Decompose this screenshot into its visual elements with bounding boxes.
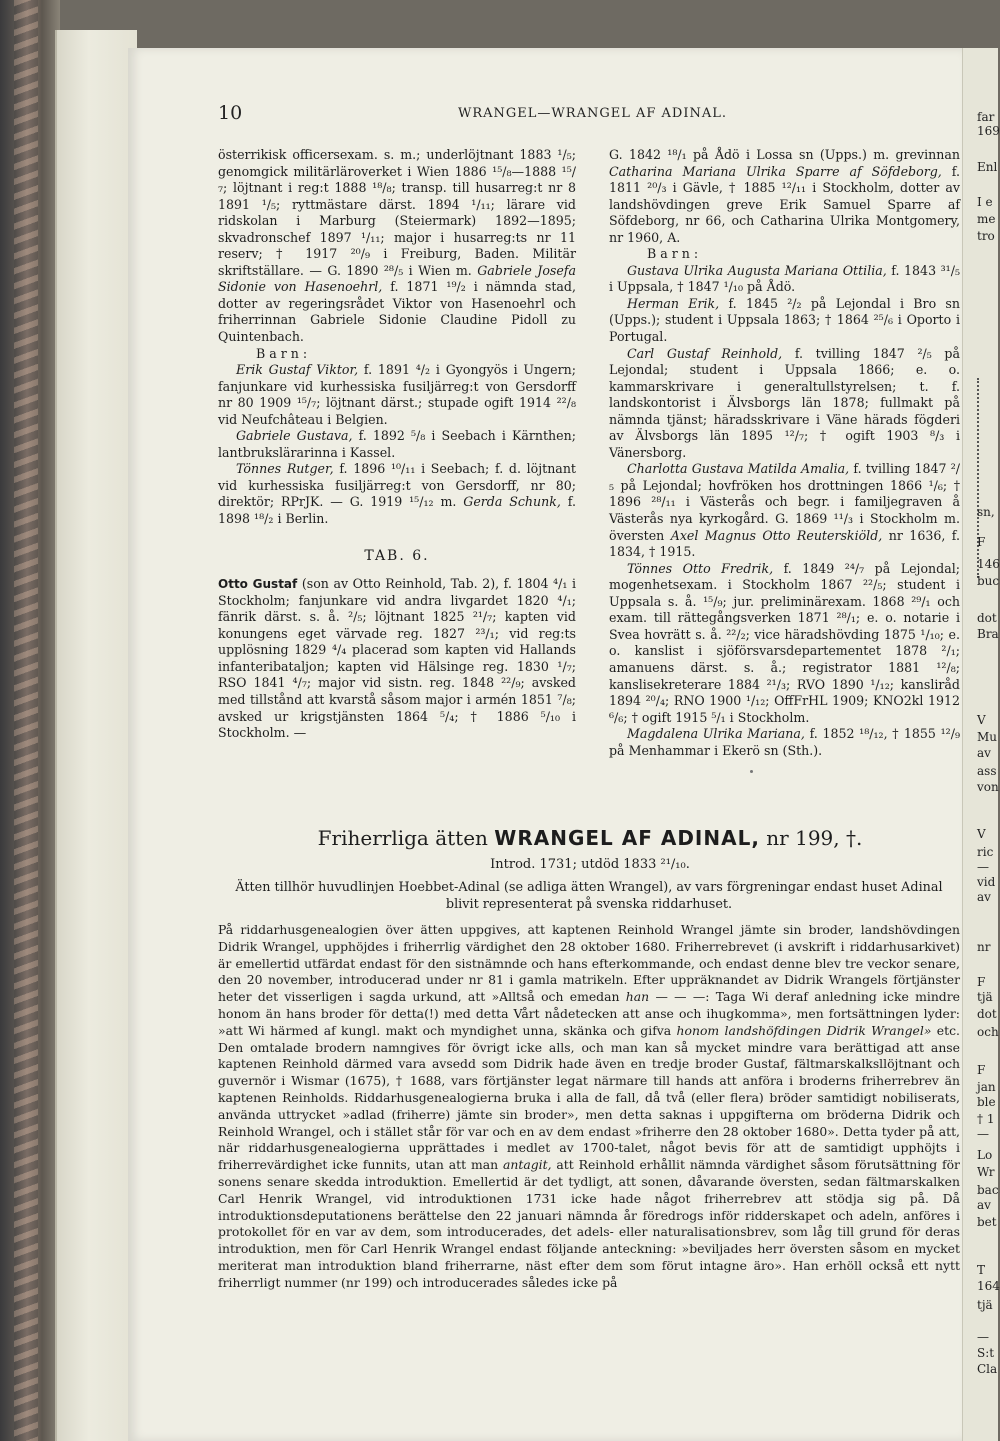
text: f. 1849 ²⁴/₇ på Lejondal; mogenhetsexam. i Stockholm 1867 ²²/₅; student i Uppsala s. å. ¹⁵/₉; jur. preliminärexam. 1868 ²⁹/₁ och exam. till rättegångsverken 1871 ²⁸/₁; e. o. notarie i Svea hovrätt s. å. ²²/₂; vice häradshövding 1875 ¹/₁₀; e. o. kanslist i sjöförsvarsdepartementet 1878 ²/₁; amanuens därst. s. å.; registrator 1881 ¹²/₈; kanslisekreterare 1884 ²¹/₃; RVO 1890 ¹/₁₂; kansliråd 1894 ²⁰/₄; RNO 1900 ¹/₁₂; OffFrHL 1909; KNO2kl 1912 ⁶/₆; † ogift 1915 ⁵/₁ i Stockholm.: [609, 560, 960, 725]
adjacent-page-fragment: Mu: [977, 730, 998, 744]
child-entry: [609, 263, 960, 296]
paragraph: [218, 576, 576, 741]
adjacent-page-fragment: 146: [977, 557, 1000, 571]
text: att Reinhold erhållit nämnda värdighet såsom förutsättning för sonens senare skedda introduktion. Emellertid är det tydligt, att sonen, dåvarande översten, sedan fältmarskalken Carl Henrik Wrangel, vid introduktionen 1731 icke hade något friherrebrev att stödja sig på. Då introduktionsdeputationens berättelse den 22 januari nämnda år föredrogs inför ridderskapet och adeln, anföres i protokollet för en var av dem, som introducerades, det adels- eller naturalisationsbrev, som låg till grund för deras introduktion, men för Carl Henrik Wrangel endast följande anteckning: »beviljades herr översten såsom en mycket meriterat man introduktion bland friherrarne, näst efter dem som förut intagne äro». Han erhöll också ett nytt friherrligt nummer (nr 199) och introducerades således icke på: [218, 1157, 960, 1290]
adjacent-page-fragment: tjä: [977, 990, 993, 1004]
spouse-name: Gerda Schunk,: [463, 494, 561, 510]
book-binding: [0, 0, 60, 1441]
text: G. 1842 ¹⁸/₁ på Ådö i Lossa sn (Upps.) m. grevinnan: [609, 147, 960, 162]
adjacent-page-fragment: Wr: [977, 1165, 995, 1179]
page-number: 10: [218, 102, 243, 124]
person-name: Otto Gustaf: [218, 577, 298, 592]
child-entry: [218, 461, 576, 527]
adjacent-page-fragment: 164: [977, 1279, 1000, 1293]
emphasis: antagit,: [502, 1157, 552, 1173]
text: f. 1898 ¹⁸/₂ i Berlin.: [218, 494, 576, 527]
section-body: [218, 922, 960, 1292]
child-name: Gabriele Gustava,: [236, 428, 353, 444]
adjacent-page-fragment: jan: [977, 1080, 996, 1094]
family-name: WRANGEL AF ADINAL,: [494, 826, 760, 850]
adjacent-page-fragment: F: [977, 535, 986, 549]
adjacent-page-fragment: I e: [977, 195, 993, 209]
child-name: Gustava Ulrika Augusta Mariana Ottilia,: [627, 262, 887, 278]
child-name: Magdalena Ulrika Mariana,: [627, 726, 805, 742]
text: — — —: Taga Wi deraf anledning icke mindre honom än hans broder för detta(!) med detta Vårt nådetecken att anse och ihugkomma», men fortsättningen lyder: »att Wi härmed af kungl. makt och myndighet unna, skänka och gifva: [218, 989, 960, 1038]
text: f. 1845 ²/₂ på Lejondal i Bro sn (Upps.); student i Uppsala 1863; † 1864 ²⁵/₆ i Oporto i Portugal.: [609, 295, 960, 345]
child-entry: [609, 346, 960, 462]
adjacent-page-fragment: nr: [977, 940, 991, 954]
child-name: Erik Gustaf Viktor,: [236, 362, 359, 378]
left-column: [218, 147, 576, 742]
quotation: honom landshöfdingen Didrik Wrangel»: [676, 1022, 932, 1038]
text: nr 1636, f. 1834, † 1915.: [609, 527, 961, 560]
emphasis: han: [625, 989, 650, 1005]
text: f. 1843 ³¹/₅ i Uppsala, † 1847 ¹/₁₀ på Ådö.: [609, 262, 960, 295]
adjacent-page-fragment: dot: [977, 1007, 997, 1021]
child-entry: [609, 561, 960, 726]
page-edge: [55, 30, 137, 1441]
adjacent-page-fragment: ass: [977, 764, 997, 778]
running-title: WRANGEL—WRANGEL AF ADINAL.: [458, 106, 727, 121]
adjacent-page-fragment: S:t: [977, 1346, 995, 1360]
adjacent-page-fragment: av: [977, 1198, 991, 1212]
adjacent-page-fragment: dot: [977, 611, 997, 625]
adjacent-page-fragment: me: [977, 212, 996, 226]
spouse-name: Axel Magnus Otto Reuterskiöld,: [670, 527, 883, 543]
section-title: [218, 826, 962, 850]
adjacent-page-fragment: von: [977, 780, 999, 794]
paragraph: [609, 147, 960, 246]
text: f. 1892 ⁵/₈ i Seebach i Kärnthen; lantbrukslärarinna i Kassel.: [218, 428, 576, 460]
children-heading: Barn:: [647, 246, 703, 262]
text: f. 1852 ¹⁸/₁₂, † 1855 ¹²/₉ på Menhammar i Ekerö sn (Sth.).: [609, 726, 960, 758]
adjacent-page-fragment: bet: [977, 1215, 997, 1229]
adjacent-page-fragment: tjä: [977, 1298, 993, 1312]
adjacent-page-fragment: Cla: [977, 1362, 998, 1376]
adjacent-page-fragment: sn,: [977, 505, 995, 519]
adjacent-page-fragment: tro: [977, 229, 995, 243]
adjacent-page-fragment: Enl: [977, 160, 998, 174]
text: f. 1871 ¹⁹/₂ i nämnda stad, dotter av regeringsrådet Viktor von Hasenoehrl och friherrinnan Gabriele Sidonie Claudine Pidoll zu Quintenbach.: [218, 279, 576, 345]
adjacent-page-fragment: Lo: [977, 1148, 993, 1162]
child-name: Tönnes Rutger,: [236, 461, 334, 477]
text: etc. Den omtalade brodern namngives för övrigt icke alls, och man kan så mycket mindre vara berättigad att anse kaptenen Reinhold därmed vara avsedd som Didrik hade även en tredje broder Gustaf, fältmarskalksllöjtnant och guvernör i Wismar (1675), † 1688, vars förtjänster legat närmare till hands att anföra i broderns friherrebrev än kaptenen Reinholds. Riddarhusgenealogierna bruka i alla de fall, då två (eller flera) bröder samtidigt nobiliserats, använda uttrycket »adlad (friherre) jämte sin broder», men detta saknas i uppgifterna om bröderna Didrik och Reinhold Wrangel, och i stället står för var och en av dem endast »friherre den 28 oktober 1680». Detta tyder på att, när riddarhusgenealogierna upprättades i medlet av 1700-talet, något bevis för att de samtidigt upphöjts i friherrevärdighet icke funnits, utan att man: [218, 1022, 960, 1173]
text: österrikisk officersexam. s. m.; underlöjtnant 1883 ¹/₅; genomgick militärläroverket i Wien 1886 ¹⁵/₈—1888 ¹⁵/₇; löjtnant i reg:t 1888 ¹⁸/₈; transp. till husarreg:t nr 8 1891 ¹/₅; ryttmästare därst. 1894 ¹/₁₁; lärare vid ridskolan i Marburg (Steiermark) 1892—1895; skvadronschef 1897 ¹/₁₁; major i husarreg:ts nr 11 reserv; † 1917 ²⁰/₉ i Freiburg, Baden. Militär skriftställare. — G. 1890 ²⁸/₅ i Wien m.: [218, 147, 576, 278]
child-entry: [218, 428, 576, 461]
adjacent-page-fragment: av: [977, 890, 991, 904]
child-entry: [218, 362, 576, 428]
adjacent-page-fragment: —: [977, 860, 989, 874]
child-name: Charlotta Gustava Matilda Amalia,: [627, 461, 850, 477]
spouse-name: Catharina Mariana Ulrika Sparre af Söfdeborg,: [609, 163, 942, 179]
adjacent-page-fragment: † 1: [977, 1112, 995, 1126]
child-name: Tönnes Otto Fredrik,: [627, 560, 774, 576]
introduction-date: Introd. 1731; utdöd 1833 ²¹/₁₀.: [490, 857, 690, 872]
title-suffix: nr 199, †.: [766, 826, 863, 850]
child-entry: [609, 461, 960, 560]
adjacent-page-fragment: vid: [977, 875, 996, 889]
right-column: [609, 147, 960, 759]
text: På riddarhusgenealogien över ätten uppgives, att kaptenen Reinhold Wrangel jämte sin broder, landshövdingen Didrik Wrangel, upphöjdes i friherrlig värdighet den 28 oktober 1680. Friherrebrevet (i avskrift i riddarhusarkivet) är emellertid utfärdat endast för den sistnämnde och hans efterkommande, och endast denne blev tre veckor senare, den 20 november, introducerad under nr 81 i gamla matrikeln. Efter uppräknandet av Didrik Wrangels förtjänster heter det visserligen i sagda urkund, att »Alltså och emedan: [218, 922, 960, 1005]
adjacent-page-fragment: buc: [977, 574, 1000, 588]
adjacent-page-fragment: far: [977, 110, 995, 124]
title-prefix: Friherrliga ätten: [317, 826, 488, 850]
text: f. 1891 ⁴/₂ i Gyongyös i Ungern; fanjunkare vid kurhessiska fusiljärreg:t von Gersdorff nr 80 1909 ¹⁵/₇; löjtnant därst.; stupade ogift 1914 ²²/₈ vid Neufchâteau i Belgien.: [218, 362, 576, 427]
text: f. 1896 ¹⁰/₁₁ i Seebach; f. d. löjtnant vid kurhessiska fusiljärreg:t von Gersdorff, nr 80; direktör; RPrJK. — G. 1919 ¹⁵/₁₂ m.: [218, 461, 576, 510]
text: (son av Otto Reinhold, Tab. 2), f. 1804 ⁴/₁ i Stockholm; fanjunkare vid andra livgardet 1820 ⁴/₁; fänrik därst. s. å. ²/₅; löjtnant 1825 ²¹/₇; kapten vid konungens eget värvade reg. 1827 ²³/₁; vid reg:ts upplösning 1829 ⁴/₄ placerad som kapten vid Hallands infanteribataljon; kapten vid Hälsinge reg. 1830 ¹/₇; RSO 1841 ⁴/₇; major vid sistn. reg. 1848 ²²/₉; avsked med tillstånd att kvarstå såsom major i armén 1851 ⁷/₈; avsked ur krigstjänsten 1864 ⁵/₄; † 1886 ⁵/₁₀ i Stockholm. —: [218, 576, 576, 741]
table-heading: TAB. 6.: [364, 547, 430, 564]
adjacent-page-fragment: F: [977, 975, 986, 989]
adjacent-page-fragment: bac: [977, 1183, 999, 1197]
child-entry: [609, 726, 960, 759]
adjacent-page-fragment: —: [977, 1330, 989, 1344]
adjacent-page-fragment: T: [977, 1263, 986, 1277]
adjacent-page-fragment: av: [977, 746, 991, 760]
adjacent-page-fragment: ble: [977, 1095, 996, 1109]
text: f. tvilling 1847 ²/₅ på Lejondal; hovfröken hos drottningen 1866 ¹/₆; † 1896 ²⁸/₁₁ i Västerås och begr. i familjegraven å Västerås nya kyrkogård. G. 1869 ¹¹/₃ i Stockholm m. översten: [609, 461, 960, 543]
text: f. tvilling 1847 ²/₅ på Lejondal; student i Uppsala 1866; e. o. kammarskrivare i generaltullstyrelsen; t. f. landskontorist i Älvsborgs län 1878; fullmakt på nämnda tjänst; häradsskrivare i Väne härads fögderi av Älvsborgs län 1895 ¹²/₇; † ogift 1903 ⁸/₃ i Vänersborg.: [609, 345, 960, 460]
intro-text: Ätten tillhör huvudlinjen Hoebbet-Adinal (se adliga ätten Wrangel), av vars förgreningar endast huset Adinal blivit representerat på svenska riddarhuset.: [235, 880, 943, 912]
adjacent-page-fragment: 169: [977, 124, 1000, 138]
adjacent-page-fragment: Bra: [977, 627, 999, 641]
adjacent-page-fragment: —: [977, 1127, 989, 1141]
child-name: Herman Erik,: [627, 295, 720, 311]
spouse-name: Gabriele Josefa Sidonie von Hasenoehrl,: [218, 262, 576, 295]
child-entry: [609, 296, 960, 346]
stray-mark: [750, 770, 753, 773]
adjacent-page: [962, 48, 998, 1441]
adjacent-page-fragment: F: [977, 1063, 986, 1077]
adjacent-page-fragment: och: [977, 1025, 999, 1039]
child-name: Carl Gustaf Reinhold,: [627, 345, 783, 361]
text: f. 1811 ²⁰/₃ i Gävle, † 1885 ¹²/₁₁ i Stockholm, dotter av landshövdingen greve Erik Samuel Sparre af Söfdeborg, nr 66, och Catharina Ulrika Montgomery, nr 1960, A.: [609, 163, 960, 245]
adjacent-page-fragment: V: [977, 827, 986, 841]
adjacent-page-fragment: V: [977, 713, 986, 727]
adjacent-page-fragment: ric: [977, 845, 994, 859]
children-heading: Barn:: [256, 345, 312, 361]
paragraph: [218, 147, 576, 346]
